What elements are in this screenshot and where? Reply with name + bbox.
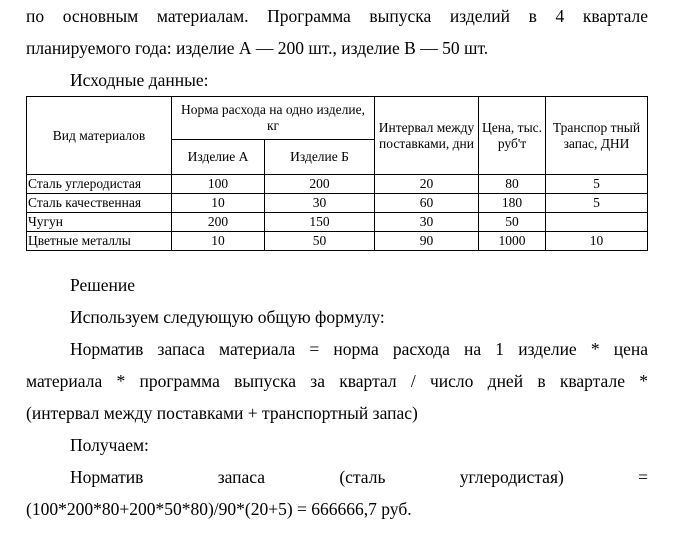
cell-a: 10	[172, 194, 265, 213]
cell-transport: 5	[546, 194, 648, 213]
intro-line-1: по основным материалам. Программа выпуска изделий в 4 квартале	[26, 6, 648, 26]
formula-line-2: материала * программа выпуска за квартал / число дней в квартале *	[26, 371, 648, 391]
cell-a: 200	[172, 213, 265, 232]
cell-b: 30	[265, 194, 375, 213]
table-row	[27, 232, 648, 251]
header-norm: Норма расхода на одно изделие, кг	[172, 97, 375, 140]
cell-transport	[546, 213, 648, 232]
cell-a: 100	[172, 175, 265, 194]
cell-price: 50	[479, 213, 546, 232]
cell-material: Цветные металлы	[27, 232, 172, 251]
header-price: Цена, тыс. руб'т	[479, 97, 546, 175]
formula-line-3: (интервал между поставками + транспортный запас)	[26, 403, 418, 423]
solution-section	[26, 269, 648, 525]
table-row	[27, 213, 648, 232]
formula-line-1: Норматив запаса материала = норма расхода на 1 изделие * цена	[70, 339, 648, 359]
cell-b: 200	[265, 175, 375, 194]
result-label: Получаем:	[70, 435, 149, 455]
solution-heading: Решение	[70, 275, 136, 295]
intro-line-2: планируемого года: изделие А — 200 шт., изделие В — 50 шт.	[26, 38, 489, 58]
cell-price: 1000	[479, 232, 546, 251]
cell-interval: 30	[375, 213, 479, 232]
header-interval: Интервал между поставками, дни	[375, 97, 479, 175]
materials-table	[26, 96, 648, 251]
result-line-2: (100*200*80+200*50*80)/90*(20+5) = 666666,7 руб.	[26, 499, 412, 519]
cell-b: 150	[265, 213, 375, 232]
source-data-label: Исходные данные:	[70, 70, 209, 90]
cell-a: 10	[172, 232, 265, 251]
cell-interval: 20	[375, 175, 479, 194]
cell-interval: 90	[375, 232, 479, 251]
header-product-b: Изделие Б	[265, 140, 375, 175]
cell-transport: 5	[546, 175, 648, 194]
result-line-1: Норматив запаса (сталь углеродистая) =	[70, 467, 648, 487]
formula-intro: Используем следующую общую формулу:	[70, 307, 385, 327]
table-row	[27, 175, 648, 194]
cell-price: 180	[479, 194, 546, 213]
table-row	[27, 194, 648, 213]
cell-price: 80	[479, 175, 546, 194]
header-product-a: Изделие А	[172, 140, 265, 175]
header-material: Вид материалов	[27, 97, 172, 175]
cell-material: Чугун	[27, 213, 172, 232]
cell-interval: 60	[375, 194, 479, 213]
cell-b: 50	[265, 232, 375, 251]
cell-transport: 10	[546, 232, 648, 251]
cell-material: Сталь углеродистая	[27, 175, 172, 194]
header-transport: Транспор тный запас, ДНИ	[546, 97, 648, 175]
cell-material: Сталь качественная	[27, 194, 172, 213]
document-page	[26, 0, 648, 525]
